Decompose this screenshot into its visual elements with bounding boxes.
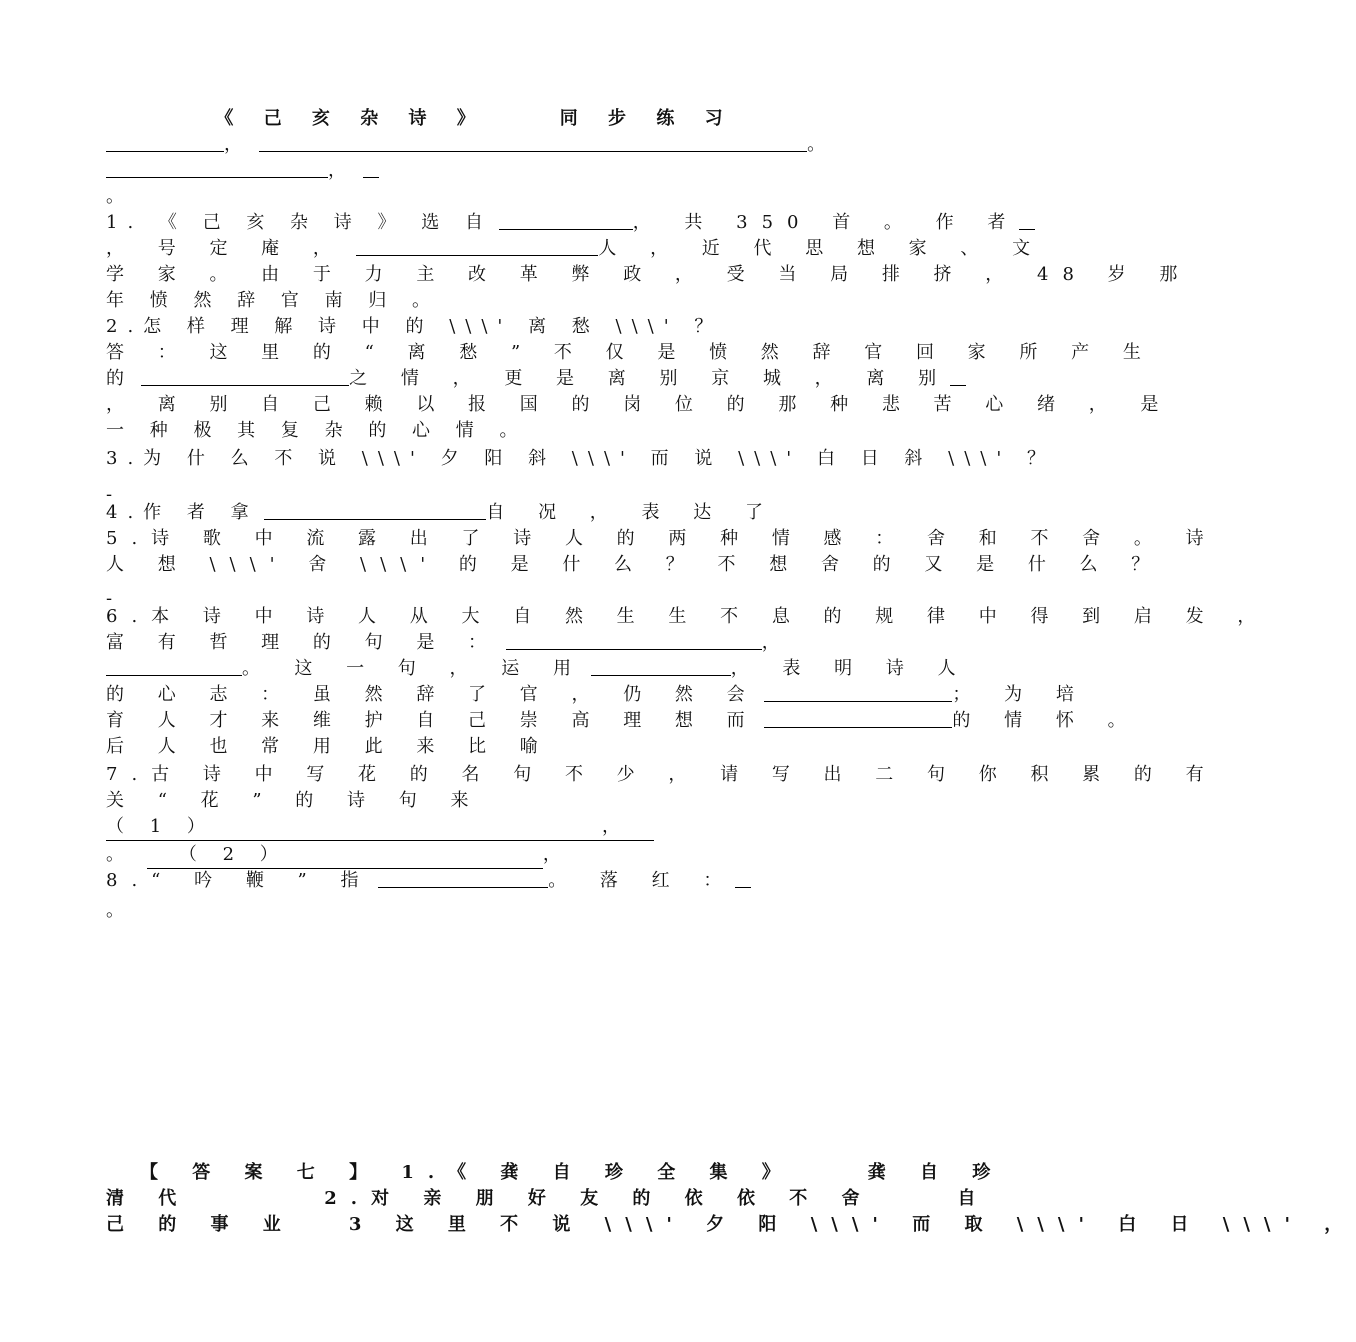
intro-line-1 [106,132,825,158]
q6-text: ； 为 培 [952,684,1088,705]
answer-text: 【 答 案 七 】 1.《 龚 自 珍 全 集 》 [140,1162,794,1183]
question-8-line-2: 。 [106,900,124,921]
blank[interactable] [764,709,952,728]
period: 。 [242,658,260,679]
question-3-dash: - [106,484,113,505]
q8-text: 8.“ 吟 鞭 ” 指 [106,870,373,891]
question-4-line [106,500,777,526]
question-5-dash: - [106,588,113,609]
blank[interactable] [602,814,654,841]
blank[interactable] [950,367,966,386]
question-2-answer-line-2 [106,366,966,392]
question-6-line-1: 6.本 诗 中 诗 人 从 大 自 然 生 生 不 息 的 规 律 中 得 到 启 发 ， [106,606,1270,627]
comma: ， [761,632,780,653]
question-1-line-4: 年 愤 然 辞 官 南 归 。 [106,290,441,311]
question-1-line-1 [106,210,1035,236]
question-7-line-4 [106,842,561,869]
comma: ， [602,816,620,837]
page-title: 《 己 亥 杂 诗 》 同 步 练 习 [215,108,735,129]
answer-text: 2.对 亲 朋 好 友 的 依 依 不 舍 [324,1188,874,1209]
q1-text: 1. 《 己 亥 杂 诗 》 选 自 [106,212,493,233]
blank[interactable] [764,683,952,702]
blank-1[interactable] [106,814,602,841]
q6-text: 富 有 哲 理 的 句 是 ： [106,632,501,653]
q2-text: 的 [106,368,124,389]
q7-label: （ 2 ） [178,844,288,865]
blank[interactable] [363,159,379,178]
question-7-line-3 [106,814,654,841]
question-5-line-2: 人 想 \\\' 舍 \\\' 的 是 什 么 ？ 不 想 舍 的 又 是 什 么 ？ [106,554,1164,575]
q4-text: 4.作 者 拿 [106,502,259,523]
q8-text: 。 落 红 ： [548,870,736,891]
q1-text: ， 号 定 庵 ， [106,238,345,259]
question-7-line-2: 关 “ 花 ” 的 诗 句 来 [106,790,483,811]
question-1-line-3: 学 家 。 由 于 力 主 改 革 弊 政 ， 受 当 局 排 挤 ， 48 岁 那 [106,264,1192,285]
period: 。 [106,844,124,865]
blank[interactable] [499,211,633,230]
question-2-prompt: 2.怎 样 理 解 诗 中 的 \\\' 离 愁 \\\' ？ [106,316,723,337]
question-5-line-1: 5.诗 歌 中 流 露 出 了 诗 人 的 两 种 情 感 ： 舍 和 不 舍 。 诗 [106,528,1218,549]
intro-line-3: 。 [106,186,124,207]
comma: ， [224,134,242,155]
comma: ， [328,160,346,181]
q6-text: ， 表 明 诗 人 [730,658,970,679]
blank[interactable] [735,869,751,888]
period: 。 [807,134,826,155]
blank-2[interactable] [147,842,543,869]
blank[interactable] [106,133,224,152]
question-2-answer-line-1: 答 ： 这 里 的 “ 离 愁 ” 不 仅 是 愤 然 辞 官 回 家 所 产 生 [106,342,1155,363]
blank[interactable] [259,133,807,152]
question-7-line-1: 7.古 诗 中 写 花 的 名 句 不 少 ， 请 写 出 二 句 你 积 累 的 有 [106,764,1218,785]
answer-text: 3 这 里 不 说 \\\' 夕 阳 \\\' 而 取 \\\' 白 日 \\\' ， [348,1214,1356,1235]
blank[interactable] [106,657,242,676]
blank[interactable] [1019,211,1035,230]
question-2-answer-line-4: 一 种 极 其 复 杂 的 心 情 。 [106,420,528,441]
blank[interactable] [356,237,598,256]
answer-text: 自 [957,1188,976,1209]
q6-text: 的 心 志 ： 虽 然 辞 了 官 ， 仍 然 会 [106,684,759,705]
question-6-line-3 [106,656,970,682]
blank[interactable] [591,657,731,676]
question-1-line-2 [106,236,1044,262]
answer-line-1 [140,1160,1004,1186]
answer-line-3 [106,1212,1356,1238]
question-8-line-1 [106,868,751,894]
q6-text: 这 一 句 ， 运 用 [294,658,585,679]
blank[interactable] [141,367,349,386]
blank[interactable] [106,159,328,178]
blank[interactable] [264,501,486,520]
q1-text: 人 ， 近 代 思 想 家 、 文 [598,238,1045,259]
answer-text: 清 代 [106,1188,191,1209]
q1-text: ， 共 350 首 。 作 者 [632,212,1020,233]
q7-label: （ 1 ） [106,816,215,837]
intro-line-2 [106,158,379,184]
blank[interactable] [506,631,762,650]
question-6-line-4 [106,682,1088,708]
question-6-line-6: 后 人 也 常 用 此 来 比 喻 [106,736,552,757]
q2-text: 之 情 ， 更 是 离 别 京 城 ， 离 别 [349,368,951,389]
question-6-line-2 [106,630,780,656]
blank[interactable] [378,869,548,888]
question-6-line-5 [106,708,1140,734]
question-2-answer-line-3: ， 离 别 自 己 赖 以 报 国 的 岗 位 的 那 种 悲 苦 心 绪 ， 是 [106,394,1173,415]
q6-text: 的 情 怀 。 [952,710,1140,731]
question-3-prompt: 3.为 什 么 不 说 \\\' 夕 阳 斜 \\\' 而 说 \\\' 白 日 斜 \\\' ？ [106,448,1056,469]
answer-text: 己 的 事 业 [106,1214,295,1235]
answer-text: 龚 自 珍 [867,1162,1005,1183]
answer-line-2 [106,1186,975,1212]
comma: ， [542,844,561,865]
q6-text: 育 人 才 来 维 护 自 己 崇 高 理 想 而 [106,710,759,731]
q4-text: 自 况 ， 表 达 了 [486,502,777,523]
